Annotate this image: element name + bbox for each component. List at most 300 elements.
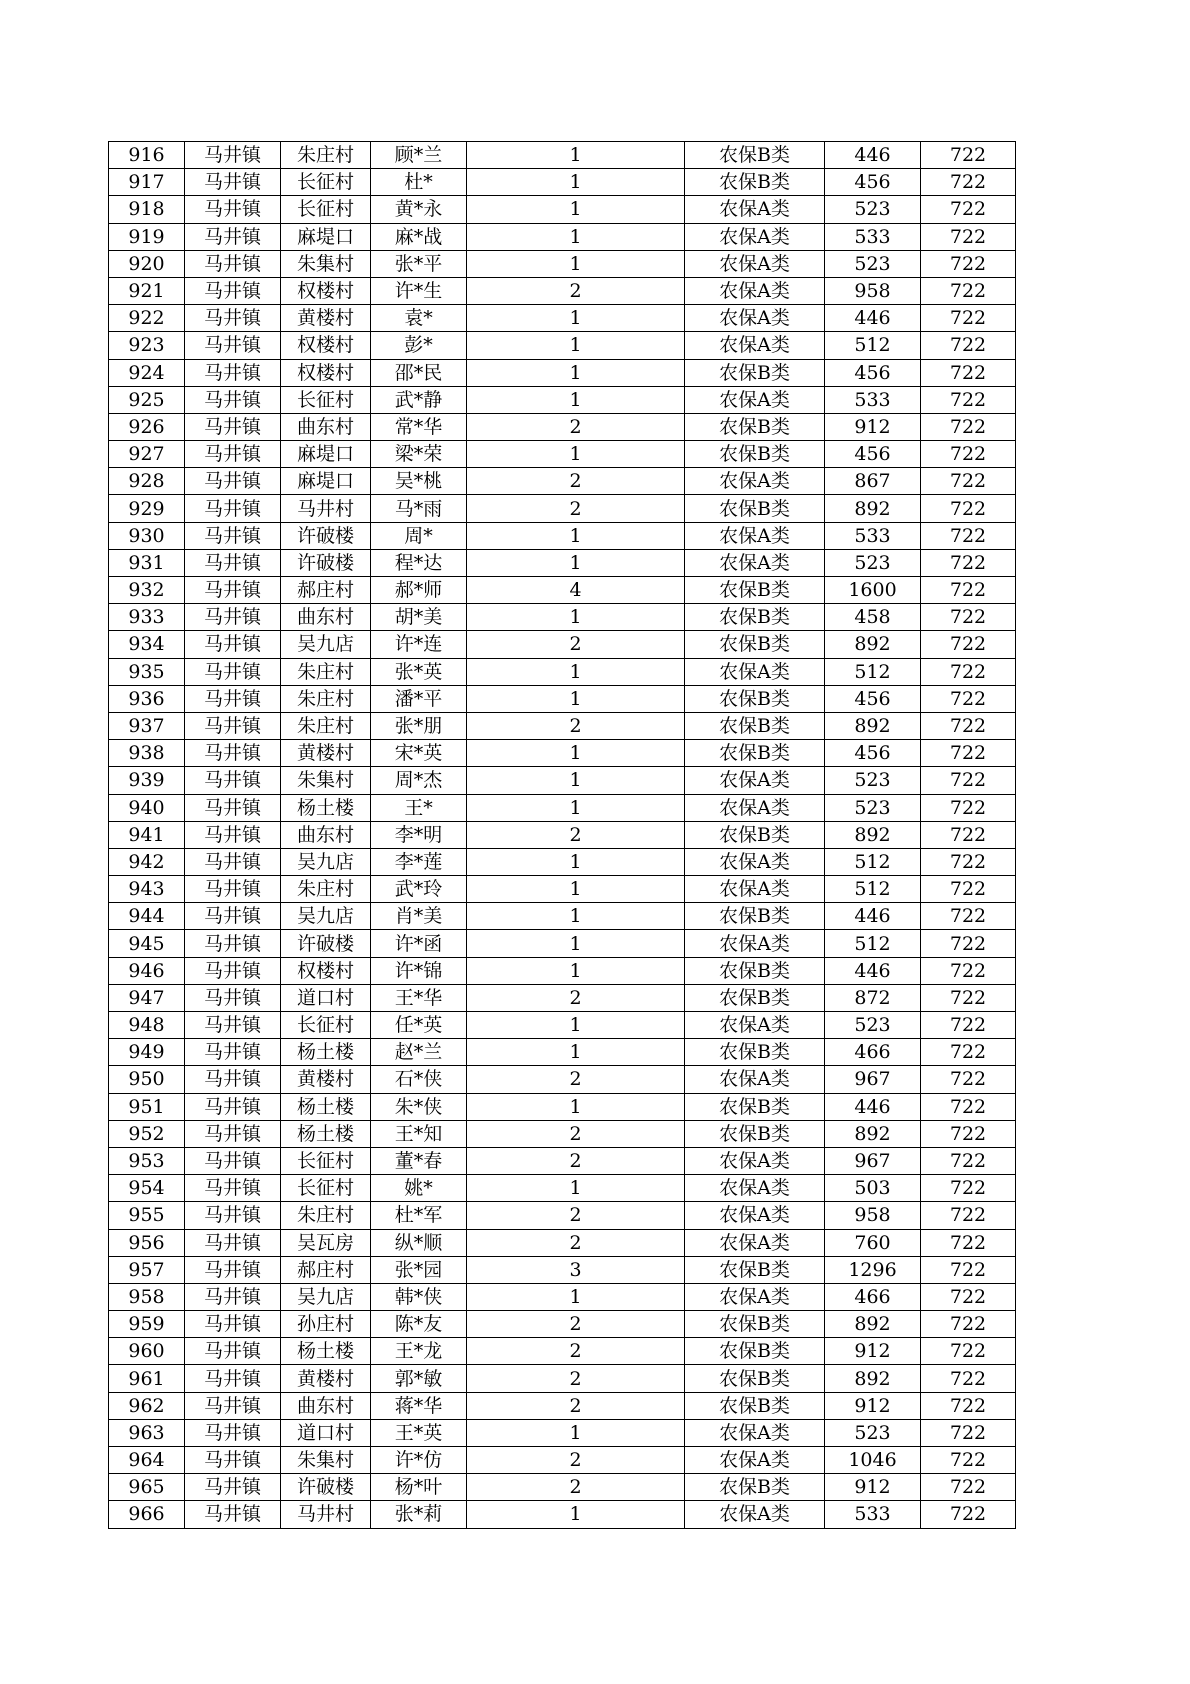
cell-village: 吴九店 (281, 631, 371, 658)
cell-amount: 523 (825, 1419, 921, 1446)
cell-serial-number: 942 (109, 848, 185, 875)
cell-insurance-category: 农保B类 (685, 631, 825, 658)
cell-name: 杜* (371, 169, 467, 196)
cell-insurance-category: 农保B类 (685, 1392, 825, 1419)
cell-serial-number: 965 (109, 1474, 185, 1501)
cell-insurance-category: 农保B类 (685, 495, 825, 522)
cell-standard: 722 (921, 1229, 1016, 1256)
cell-name: 黄*永 (371, 196, 467, 223)
cell-insurance-category: 农保B类 (685, 1039, 825, 1066)
cell-amount: 892 (825, 1365, 921, 1392)
cell-household-count: 1 (467, 196, 685, 223)
cell-standard: 722 (921, 848, 1016, 875)
cell-town: 马井镇 (185, 1256, 281, 1283)
cell-household-count: 3 (467, 1256, 685, 1283)
cell-standard: 722 (921, 1283, 1016, 1310)
cell-insurance-category: 农保B类 (685, 169, 825, 196)
cell-village: 麻堤口 (281, 468, 371, 495)
cell-amount: 523 (825, 196, 921, 223)
table-row (109, 1175, 1016, 1202)
cell-amount: 760 (825, 1229, 921, 1256)
cell-amount: 456 (825, 685, 921, 712)
cell-town: 马井镇 (185, 1012, 281, 1039)
cell-amount: 523 (825, 549, 921, 576)
cell-household-count: 1 (467, 441, 685, 468)
table-row (109, 848, 1016, 875)
table-row (109, 1338, 1016, 1365)
cell-name: 韩*侠 (371, 1283, 467, 1310)
table-row (109, 821, 1016, 848)
cell-standard: 722 (921, 658, 1016, 685)
cell-town: 马井镇 (185, 1039, 281, 1066)
cell-standard: 722 (921, 957, 1016, 984)
cell-village: 权楼村 (281, 359, 371, 386)
cell-village: 许破楼 (281, 549, 371, 576)
cell-household-count: 2 (467, 1229, 685, 1256)
cell-household-count: 1 (467, 332, 685, 359)
cell-name: 郝*师 (371, 577, 467, 604)
cell-amount: 892 (825, 1120, 921, 1147)
cell-town: 马井镇 (185, 930, 281, 957)
cell-serial-number: 953 (109, 1147, 185, 1174)
cell-village: 曲东村 (281, 604, 371, 631)
cell-insurance-category: 农保B类 (685, 1093, 825, 1120)
cell-standard: 722 (921, 631, 1016, 658)
cell-town: 马井镇 (185, 957, 281, 984)
cell-serial-number: 919 (109, 223, 185, 250)
cell-amount: 892 (825, 821, 921, 848)
cell-village: 道口村 (281, 1419, 371, 1446)
cell-standard: 722 (921, 1256, 1016, 1283)
cell-serial-number: 945 (109, 930, 185, 957)
cell-standard: 722 (921, 1311, 1016, 1338)
cell-village: 长征村 (281, 386, 371, 413)
cell-name: 许*锦 (371, 957, 467, 984)
cell-town: 马井镇 (185, 441, 281, 468)
table-row (109, 305, 1016, 332)
cell-serial-number: 929 (109, 495, 185, 522)
cell-village: 郝庄村 (281, 577, 371, 604)
cell-serial-number: 916 (109, 142, 185, 169)
cell-name: 王* (371, 794, 467, 821)
cell-village: 曲东村 (281, 821, 371, 848)
cell-town: 马井镇 (185, 250, 281, 277)
cell-insurance-category: 农保B类 (685, 984, 825, 1011)
cell-village: 许破楼 (281, 522, 371, 549)
cell-insurance-category: 农保A类 (685, 848, 825, 875)
table-row (109, 522, 1016, 549)
cell-amount: 967 (825, 1147, 921, 1174)
cell-name: 董*春 (371, 1147, 467, 1174)
cell-serial-number: 935 (109, 658, 185, 685)
cell-insurance-category: 农保A类 (685, 1419, 825, 1446)
cell-amount: 1046 (825, 1447, 921, 1474)
table-row (109, 1012, 1016, 1039)
cell-name: 胡*美 (371, 604, 467, 631)
cell-serial-number: 947 (109, 984, 185, 1011)
cell-town: 马井镇 (185, 277, 281, 304)
cell-serial-number: 923 (109, 332, 185, 359)
table-row (109, 386, 1016, 413)
cell-name: 王*知 (371, 1120, 467, 1147)
cell-village: 杨土楼 (281, 1338, 371, 1365)
table-row (109, 359, 1016, 386)
cell-amount: 892 (825, 1311, 921, 1338)
cell-household-count: 2 (467, 468, 685, 495)
cell-amount: 512 (825, 848, 921, 875)
cell-insurance-category: 农保A类 (685, 522, 825, 549)
cell-household-count: 4 (467, 577, 685, 604)
cell-town: 马井镇 (185, 223, 281, 250)
cell-amount: 456 (825, 740, 921, 767)
cell-town: 马井镇 (185, 1093, 281, 1120)
cell-serial-number: 938 (109, 740, 185, 767)
cell-household-count: 1 (467, 142, 685, 169)
cell-standard: 722 (921, 794, 1016, 821)
cell-standard: 722 (921, 142, 1016, 169)
table-row (109, 468, 1016, 495)
cell-village: 曲东村 (281, 1392, 371, 1419)
cell-town: 马井镇 (185, 1175, 281, 1202)
cell-household-count: 1 (467, 1012, 685, 1039)
cell-village: 长征村 (281, 196, 371, 223)
cell-town: 马井镇 (185, 332, 281, 359)
cell-household-count: 1 (467, 1419, 685, 1446)
cell-town: 马井镇 (185, 577, 281, 604)
cell-serial-number: 946 (109, 957, 185, 984)
cell-standard: 722 (921, 1419, 1016, 1446)
cell-town: 马井镇 (185, 876, 281, 903)
cell-standard: 722 (921, 876, 1016, 903)
cell-amount: 512 (825, 658, 921, 685)
table-row (109, 413, 1016, 440)
cell-village: 许破楼 (281, 1474, 371, 1501)
cell-insurance-category: 农保B类 (685, 142, 825, 169)
cell-amount: 458 (825, 604, 921, 631)
cell-name: 张*朋 (371, 712, 467, 739)
cell-serial-number: 957 (109, 1256, 185, 1283)
cell-household-count: 2 (467, 821, 685, 848)
cell-amount: 466 (825, 1039, 921, 1066)
cell-household-count: 1 (467, 1093, 685, 1120)
table-row (109, 1419, 1016, 1446)
cell-serial-number: 918 (109, 196, 185, 223)
cell-village: 黄楼村 (281, 740, 371, 767)
cell-standard: 722 (921, 495, 1016, 522)
cell-serial-number: 955 (109, 1202, 185, 1229)
cell-town: 马井镇 (185, 169, 281, 196)
cell-insurance-category: 农保B类 (685, 359, 825, 386)
cell-town: 马井镇 (185, 1392, 281, 1419)
cell-standard: 722 (921, 685, 1016, 712)
cell-household-count: 1 (467, 169, 685, 196)
table-row (109, 250, 1016, 277)
cell-standard: 722 (921, 1474, 1016, 1501)
cell-village: 长征村 (281, 1147, 371, 1174)
table-row (109, 277, 1016, 304)
cell-town: 马井镇 (185, 468, 281, 495)
cell-standard: 722 (921, 305, 1016, 332)
cell-amount: 1600 (825, 577, 921, 604)
cell-insurance-category: 农保B类 (685, 740, 825, 767)
table-row (109, 930, 1016, 957)
cell-serial-number: 917 (109, 169, 185, 196)
cell-village: 杨土楼 (281, 1093, 371, 1120)
cell-household-count: 2 (467, 413, 685, 440)
cell-standard: 722 (921, 1147, 1016, 1174)
cell-amount: 523 (825, 767, 921, 794)
cell-household-count: 1 (467, 794, 685, 821)
cell-standard: 722 (921, 332, 1016, 359)
cell-amount: 533 (825, 386, 921, 413)
cell-insurance-category: 农保B类 (685, 1311, 825, 1338)
cell-insurance-category: 农保A类 (685, 1175, 825, 1202)
cell-amount: 466 (825, 1283, 921, 1310)
cell-village: 曲东村 (281, 413, 371, 440)
cell-serial-number: 956 (109, 1229, 185, 1256)
cell-household-count: 2 (467, 1202, 685, 1229)
cell-town: 马井镇 (185, 1147, 281, 1174)
cell-household-count: 2 (467, 1120, 685, 1147)
cell-town: 马井镇 (185, 712, 281, 739)
cell-household-count: 2 (467, 712, 685, 739)
cell-serial-number: 966 (109, 1501, 185, 1528)
cell-village: 吴九店 (281, 1283, 371, 1310)
table-row (109, 1474, 1016, 1501)
cell-serial-number: 932 (109, 577, 185, 604)
cell-serial-number: 961 (109, 1365, 185, 1392)
cell-serial-number: 939 (109, 767, 185, 794)
cell-insurance-category: 农保A类 (685, 1147, 825, 1174)
cell-standard: 722 (921, 1039, 1016, 1066)
cell-name: 邵*民 (371, 359, 467, 386)
cell-amount: 892 (825, 631, 921, 658)
cell-town: 马井镇 (185, 386, 281, 413)
cell-standard: 722 (921, 1338, 1016, 1365)
cell-insurance-category: 农保A类 (685, 386, 825, 413)
cell-household-count: 2 (467, 984, 685, 1011)
cell-standard: 722 (921, 1501, 1016, 1528)
cell-name: 袁* (371, 305, 467, 332)
cell-insurance-category: 农保A类 (685, 196, 825, 223)
cell-household-count: 2 (467, 631, 685, 658)
cell-amount: 512 (825, 332, 921, 359)
cell-amount: 523 (825, 250, 921, 277)
cell-standard: 722 (921, 522, 1016, 549)
cell-insurance-category: 农保A类 (685, 658, 825, 685)
cell-serial-number: 964 (109, 1447, 185, 1474)
cell-name: 彭* (371, 332, 467, 359)
cell-standard: 722 (921, 712, 1016, 739)
cell-insurance-category: 农保B类 (685, 903, 825, 930)
cell-village: 杨土楼 (281, 1039, 371, 1066)
cell-insurance-category: 农保B类 (685, 1338, 825, 1365)
cell-insurance-category: 农保B类 (685, 413, 825, 440)
cell-amount: 912 (825, 1338, 921, 1365)
cell-name: 陈*友 (371, 1311, 467, 1338)
cell-standard: 722 (921, 386, 1016, 413)
table-body (109, 142, 1016, 1529)
cell-household-count: 1 (467, 359, 685, 386)
cell-household-count: 2 (467, 1474, 685, 1501)
cell-town: 马井镇 (185, 1202, 281, 1229)
cell-name: 朱*侠 (371, 1093, 467, 1120)
cell-household-count: 1 (467, 1283, 685, 1310)
table-row (109, 142, 1016, 169)
cell-village: 朱庄村 (281, 712, 371, 739)
cell-village: 权楼村 (281, 957, 371, 984)
cell-serial-number: 928 (109, 468, 185, 495)
data-table (108, 141, 1016, 1529)
cell-name: 纵*顺 (371, 1229, 467, 1256)
cell-name: 赵*兰 (371, 1039, 467, 1066)
cell-insurance-category: 农保B类 (685, 1474, 825, 1501)
cell-standard: 722 (921, 577, 1016, 604)
cell-village: 许破楼 (281, 930, 371, 957)
cell-serial-number: 934 (109, 631, 185, 658)
table-row (109, 1039, 1016, 1066)
cell-standard: 722 (921, 250, 1016, 277)
cell-insurance-category: 农保A类 (685, 1283, 825, 1310)
table-row (109, 196, 1016, 223)
cell-standard: 722 (921, 984, 1016, 1011)
cell-name: 郭*敏 (371, 1365, 467, 1392)
cell-amount: 523 (825, 794, 921, 821)
cell-insurance-category: 农保A类 (685, 277, 825, 304)
cell-insurance-category: 农保A类 (685, 1229, 825, 1256)
cell-serial-number: 948 (109, 1012, 185, 1039)
cell-insurance-category: 农保A类 (685, 223, 825, 250)
cell-village: 权楼村 (281, 332, 371, 359)
cell-village: 长征村 (281, 169, 371, 196)
cell-town: 马井镇 (185, 305, 281, 332)
cell-household-count: 2 (467, 1311, 685, 1338)
table-row (109, 712, 1016, 739)
cell-insurance-category: 农保B类 (685, 1256, 825, 1283)
cell-insurance-category: 农保B类 (685, 604, 825, 631)
cell-insurance-category: 农保A类 (685, 332, 825, 359)
cell-insurance-category: 农保B类 (685, 957, 825, 984)
cell-name: 任*英 (371, 1012, 467, 1039)
cell-village: 朱集村 (281, 1447, 371, 1474)
cell-household-count: 1 (467, 305, 685, 332)
cell-name: 麻*战 (371, 223, 467, 250)
cell-serial-number: 936 (109, 685, 185, 712)
cell-name: 顾*兰 (371, 142, 467, 169)
cell-household-count: 1 (467, 250, 685, 277)
cell-household-count: 1 (467, 1175, 685, 1202)
cell-serial-number: 941 (109, 821, 185, 848)
cell-serial-number: 927 (109, 441, 185, 468)
cell-insurance-category: 农保A类 (685, 1202, 825, 1229)
table-row (109, 1147, 1016, 1174)
cell-standard: 722 (921, 277, 1016, 304)
cell-serial-number: 944 (109, 903, 185, 930)
cell-village: 杨土楼 (281, 1120, 371, 1147)
cell-household-count: 1 (467, 522, 685, 549)
cell-village: 长征村 (281, 1175, 371, 1202)
cell-household-count: 2 (467, 1147, 685, 1174)
cell-standard: 722 (921, 930, 1016, 957)
cell-village: 黄楼村 (281, 305, 371, 332)
cell-standard: 722 (921, 549, 1016, 576)
table-row (109, 631, 1016, 658)
table-row (109, 1066, 1016, 1093)
table-row (109, 1447, 1016, 1474)
cell-amount: 446 (825, 305, 921, 332)
table-row (109, 876, 1016, 903)
cell-household-count: 2 (467, 1447, 685, 1474)
cell-standard: 722 (921, 1120, 1016, 1147)
cell-name: 常*华 (371, 413, 467, 440)
cell-town: 马井镇 (185, 359, 281, 386)
cell-name: 王*华 (371, 984, 467, 1011)
cell-amount: 958 (825, 1202, 921, 1229)
cell-town: 马井镇 (185, 1311, 281, 1338)
cell-name: 许*仿 (371, 1447, 467, 1474)
cell-town: 马井镇 (185, 631, 281, 658)
cell-town: 马井镇 (185, 413, 281, 440)
table-row (109, 577, 1016, 604)
table-row (109, 332, 1016, 359)
cell-amount: 892 (825, 495, 921, 522)
cell-insurance-category: 农保B类 (685, 712, 825, 739)
cell-town: 马井镇 (185, 142, 281, 169)
table-row (109, 1120, 1016, 1147)
cell-standard: 722 (921, 1066, 1016, 1093)
cell-name: 武*静 (371, 386, 467, 413)
cell-village: 黄楼村 (281, 1365, 371, 1392)
cell-name: 武*玲 (371, 876, 467, 903)
cell-amount: 456 (825, 169, 921, 196)
cell-village: 郝庄村 (281, 1256, 371, 1283)
cell-insurance-category: 农保A类 (685, 1447, 825, 1474)
cell-household-count: 1 (467, 685, 685, 712)
cell-standard: 722 (921, 740, 1016, 767)
cell-insurance-category: 农保B类 (685, 821, 825, 848)
cell-household-count: 2 (467, 277, 685, 304)
cell-household-count: 2 (467, 1338, 685, 1365)
cell-name: 王*英 (371, 1419, 467, 1446)
cell-insurance-category: 农保A类 (685, 468, 825, 495)
cell-village: 朱庄村 (281, 876, 371, 903)
cell-town: 马井镇 (185, 740, 281, 767)
cell-town: 马井镇 (185, 1338, 281, 1365)
cell-household-count: 2 (467, 1392, 685, 1419)
cell-village: 道口村 (281, 984, 371, 1011)
cell-insurance-category: 农保A类 (685, 1012, 825, 1039)
cell-serial-number: 940 (109, 794, 185, 821)
cell-village: 黄楼村 (281, 1066, 371, 1093)
cell-town: 马井镇 (185, 495, 281, 522)
cell-name: 周* (371, 522, 467, 549)
cell-town: 马井镇 (185, 1501, 281, 1528)
cell-household-count: 1 (467, 604, 685, 631)
cell-town: 马井镇 (185, 1283, 281, 1310)
cell-amount: 446 (825, 142, 921, 169)
cell-insurance-category: 农保B类 (685, 441, 825, 468)
cell-standard: 722 (921, 359, 1016, 386)
cell-standard: 722 (921, 223, 1016, 250)
cell-name: 宋*英 (371, 740, 467, 767)
cell-serial-number: 924 (109, 359, 185, 386)
cell-serial-number: 963 (109, 1419, 185, 1446)
cell-amount: 912 (825, 1474, 921, 1501)
cell-name: 李*莲 (371, 848, 467, 875)
cell-insurance-category: 农保B类 (685, 1365, 825, 1392)
cell-name: 张*莉 (371, 1501, 467, 1528)
cell-amount: 446 (825, 903, 921, 930)
